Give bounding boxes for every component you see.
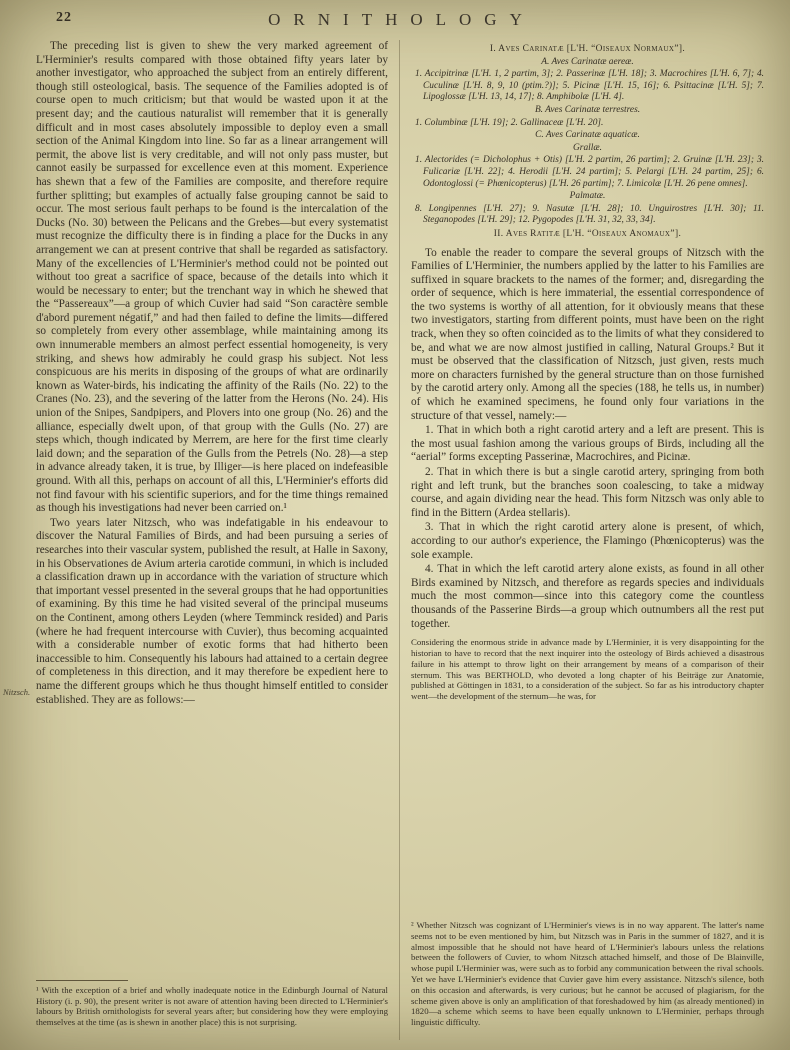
right-column <box>400 40 764 1040</box>
footnote-1: ¹ With the exception of a brief and wholly inadequate notice in the Edinburgh Journal of Natural History (i. p. 90), the present writer is not aware of attention having been directed to L'Herminier's labours by British ornithologists for several years after; but considering how they were employing themselves at the time (as is shewn in another place) this is not surprising. <box>36 984 388 1028</box>
body-paragraph: The preceding list is given to shew the very marked agreement of L'Herminier's results compared with those obtained fifty years later by another investigator, who approached the subject from an entirely different, though still osteological, basis. The sequence of the Families adopted is of course open to much criticism; but that would be wasted upon it at the present day; and the cautious naturalist will remember that it is generally difficult and in most cases absolutely impossible to deploy even a small section of the Animal Kingdom into line. So far as a linear arrangement will permit, the above list is very creditable, and will not only pass muster, but cannot easily be surpassed for excellence even at this moment. Experience has shewn that a few of the Families are composite, and therefore require further splitting; but examples of actually false grouping cannot be said to occur. The most serious fault perhaps to be found is the intercalation of the Ducks (No. 30) between the Pelicans and the Grebes—but every systematist must recognize the difficulty there is in finding a place for the Ducks in any arrangement we can at present contrive that shall be regarded as satisfactory. Many of the excellencies of L'Herminier's method could not be pointed out without too great a sacrifice of space, because of the details into which it would be necessary to enter; but the trenchant way in which he shewed that the “Passereaux”—a group of which Cuvier had said “Son caractère semble d'abord purement négatif,” and had then failed to define the limits—differed so completely from every other assemblage, while maintaining among its own innumerable members an almost perfect essential homogeneity, is very striking, and shews how admirably he could grasp his subject. Not less conspicuous are his merits in disposing of the groups of what are ordinarily known as Water-birds, his indicating the affinity of the Rails (No. 22) to the Cranes (No. 23), and the severing of the latter from the Herons (No. 24). His union of the Snipes, Sandpipers, and Plovers into one group (No. 26) and the alliance, especially dwelt upon, of that group with the Gulls (No. 27) are steps which, though indicated by Merrem, are here for the first time clearly laid down; and the separation of the Gulls from the Petrels (No. 28)—a step in advance already taken, it is true, by Illiger—is here placed on indefeasible ground. With all this, perhaps on account of all this, L'Herminier's efforts did not find favour with his scientific superiors, and for the time things remained as though his investigations had never been carried on.¹ <box>36 40 388 515</box>
margin-note-nitzsch: Nitzsch. <box>3 687 31 697</box>
classification-subheading-aereae: A. Aves Carinatæ aereæ. <box>541 56 634 67</box>
two-column-text <box>0 36 790 1040</box>
footnote-block <box>411 920 764 1040</box>
carotid-variation-point: 1. That in which both a right carotid artery and a left are present. This is the most usual fashion among the various groups of Birds, including all the “aerial” forms excepting Passerinæ, Macrochires, and Picinæ. <box>411 424 764 464</box>
page-title: ORNITHOLOGY <box>268 10 535 29</box>
body-paragraph: To enable the reader to compare the several groups of Nitzsch with the Families of L'Herminier, the numbers applied by the latter to his Families are suffixed in square brackets to the names of the former; and, disregarding the order of sequence, which is here immaterial, the essential correspondence of the two systems is worthy of all attention, for it obviously means that these two investigators, starting from different points, must have been on the right track, when they so often coincided as to the limits of what they considered to be, and what we are now almost justified in calling, Natural Groups.² But it must be observed that the classification of Nitzsch, just given, rests much more on characters furnished by the general structure than on those furnished by the carotid artery only. Among all the species (188, he tells us, in number) of which he examined specimens, he found only four variations in the structure of that vessel, namely:— <box>411 246 764 422</box>
page-number: 22 <box>56 10 72 25</box>
left-column <box>36 40 400 1040</box>
classification-subheading-grallae: Grallæ. <box>573 142 602 153</box>
classification-subheading-aquaticae: C. Aves Carinatæ aquaticæ. <box>535 130 640 141</box>
classification-subheading-terrestres: B. Aves Carinatæ terrestres. <box>534 104 641 115</box>
classification-heading-ratitae: II. Aves Ratitæ [L'H. “Oiseaux Anomaux”]. <box>493 228 682 239</box>
classification-list <box>411 42 764 241</box>
classification-heading-carinatae: I. Aves Carinatæ [L'H. “Oiseaux Normaux”]. <box>489 44 686 54</box>
classification-entries-palmatae: 8. Longipennes [L'H. 27]; 9. Nasutæ [L'H. 28]; 10. Unguirostres [L'H. 30]; 11. Steganopodes [L'H. 29]; 12. Pygopodes [L'H. 31, 32, 33, 34]. <box>415 203 764 226</box>
small-type-passage <box>411 637 764 702</box>
page-header <box>0 0 790 36</box>
classification-entries-grallae: 1. Alectorides (= Dicholophus + Otis) [L'H. 2 partim, 26 partim]; 2. Gruinæ [L'H. 23]; 3. Fulicariæ [L'H. 22]; 4. Herodii [L'H. 24 partim]; 5. Pelargi [L'H. 24 partim, 25]; 6. Odontoglossi (= Phœnicopterus) [L'H. 26 partim]; 7. Limicolæ [L'H. 26 pene omnes]. <box>415 155 764 189</box>
classification-entries-terrestres: 1. Columbinæ [L'H. 19]; 2. Gallinaceæ [L'H. 20]. <box>415 117 604 128</box>
classification-entries-aereae: 1. Accipitrinæ [L'H. 1, 2 partim, 3]; 2. Passerinæ [L'H. 18]; 3. Macrochires [L'H. 6, 7]; 4. Cuculinæ [L'H. 8, 9, 10 (ptim.?)]; 5. Picinæ [L'H. 15, 16]; 6. Psittacinæ [L'H. 5]; 7. Lipoglossæ [L'H. 13, 14, 17]; 8. Amphibolæ [L'H. 4]. <box>415 69 764 103</box>
footnote-divider <box>36 980 128 981</box>
footnote-block <box>36 974 388 1040</box>
body-paragraph: Two years later Nitzsch, who was indefatigable in his endeavour to discover the Natural Families of Birds, and had been pursuing a series of researches into their vascular system, published the result, at Halle in Saxony, in his Observationes de Avium arteria carotide communi, in which is included a classification drawn up in accordance with the variation of structure which that important vessel presented in the several groups that he had opportunities of examining. By this time he had visited several of the principal museums on the Continent, among others Leyden (where Temminck resided) and Paris (where he had frequent intercourse with Cuvier), thus becoming acquainted with a considerable number of exotic forms that had hitherto been inaccessible to him. Consequently his labours had attained to a certain degree of completeness in this direction, and it may therefore be expedient here to name the different groups which he thus thought himself entitled to consider established. They are as follows:— <box>36 516 388 706</box>
small-paragraph: Considering the enormous stride in advance made by L'Herminier, it is very disappointing for the historian to have to record that the next inquirer into the osteology of Birds achieved a disastrous failure in his attempt to throw light on their arrangement by means of a comparison of their sternum. This was BERTHOLD, who devoted a long chapter of his Beiträge zur Anatomie, published at Göttingen in 1831, to a consideration of the subject. So far as his introductory chapter went—the development of the sternum—he was, for <box>411 637 764 702</box>
carotid-variation-point: 2. That in which there is but a single carotid artery, springing from both right and left trunk, but the branches soon coalescing, to take a midway course, and again dividing near the head. This form Nitzsch was only able to find in the Bittern (Ardea stellaris). <box>411 466 764 519</box>
carotid-variation-point: 4. That in which the left carotid artery alone exists, as found in all other Birds examined by Nitzsch, and therefore as regards species and individuals much the most common—since into this category come the countless thousands of the Passerine Birds—a group which outnumbers all the rest put together. <box>411 563 764 630</box>
classification-subheading-palmatae: Palmatæ. <box>569 191 606 202</box>
footnote-2: ² Whether Nitzsch was cognizant of L'Herminier's views is in no way apparent. The latter's name seems not to be even mentioned by him, but Nitzsch was in Paris in the summer of 1827, and it is almost impossible that he should not have heard of L'Herminier's labours unless the relations between the followers of Cuvier, to whom Nitzsch attached himself, and those of De Blainville, whose pupil L'Herminier was, were such as to forbid any communication between the rival schools. Yet we have L'Herminier's evidence that Cuvier gave him every assistance. Nitzsch's silence, both on this occasion and afterwards, is very curious; but he cannot be accused of plagiarism, for the scheme given above is only an amplification of that foreshadowed by him (as already mentioned) in 1820—a scheme which seems to have been equally unknown to L'Herminier, perhaps through linguistic difficulty. <box>411 920 764 1028</box>
carotid-variation-point: 3. That in which the right carotid artery alone is present, of which, according to our author's experience, the Flamingo (Phœnicopterus) was the sole example. <box>411 521 764 561</box>
